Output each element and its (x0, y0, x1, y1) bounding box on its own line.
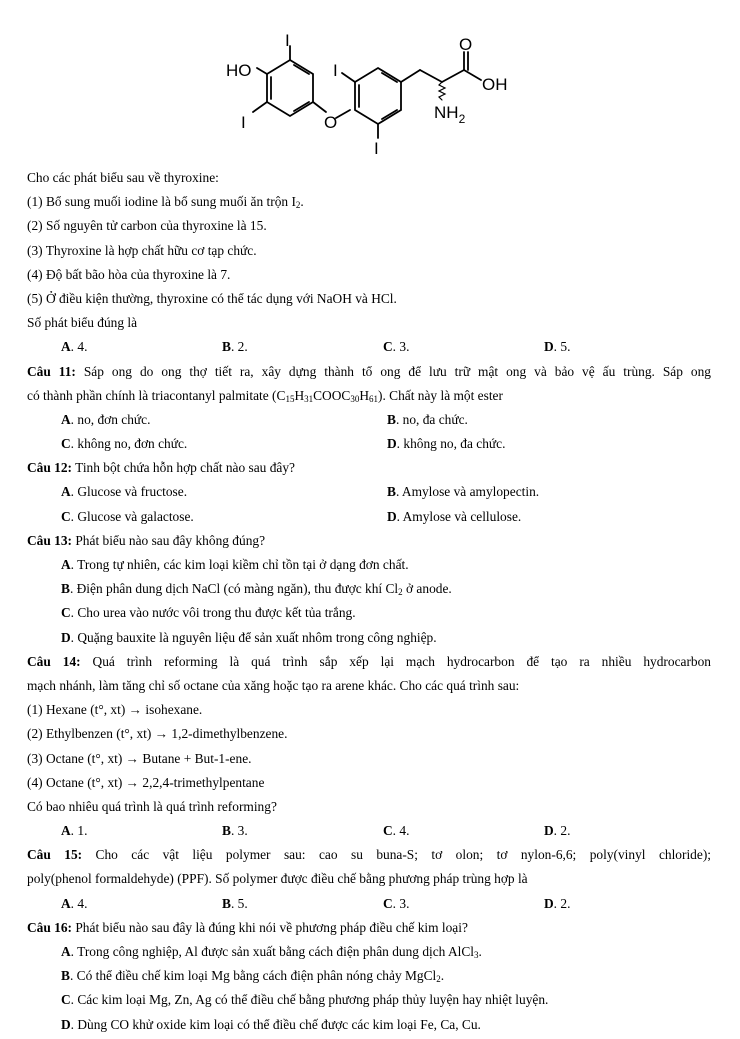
q10-statement-3: (3) Thyroxine là hợp chất hữu cơ tạp chức. (27, 242, 257, 258)
q10-statement-1: (1) Bổ sung muối iodine là bổ sung muối ăn trộn $I_2$. (27, 194, 304, 211)
q15-option-a[interactable]: A. 4. (61, 895, 88, 911)
q14-process-4: (4) Octane (t°, xt) → 2,2,4-trimethylpentane (27, 774, 265, 790)
label-iodine-4: I (374, 139, 379, 158)
q16-option-c[interactable]: C. Các kim loại Mg, Zn, Ag có thể điều chế bằng phương pháp thủy luyện hay nhiệt luyện. (61, 992, 549, 1008)
q14-stem-line-1: Câu 14: Quá trình reforming là quá trình sắp xếp lại mạch hydrocarbon để tạo ra nhiều hydrocarbon (27, 653, 712, 669)
q10-option-d[interactable]: D. 5. (544, 339, 571, 355)
q10-option-a[interactable]: A. 4. (61, 339, 88, 355)
q14-stem-line-2: mạch nhánh, làm tăng chỉ số octane của xăng hoặc tạo ra arene khác. Cho các quá trình sau: (27, 677, 520, 693)
q13-option-d[interactable]: D. Quặng bauxite là nguyên liệu để sản xuất nhôm trong công nghiệp. (61, 629, 437, 645)
q14-options (27, 819, 711, 843)
q13-stem: Câu 13: Phát biểu nào sau đây không đúng? (27, 532, 266, 548)
thyroxine-structure (220, 30, 530, 160)
q14-process-2: (2) Ethylbenzen (t°, xt) → 1,2-dimethylbenzene. (27, 726, 288, 742)
q14-process-3: (3) Octane (t°, xt) → Butane + But-1-ene. (27, 750, 252, 766)
q15-option-d[interactable]: D. 2. (544, 895, 571, 911)
q12-stem: Câu 12: Tinh bột chứa hỗn hợp chất nào sau đây? (27, 460, 295, 476)
q12-options-row-2 (27, 505, 711, 529)
q13-option-c[interactable]: C. Cho urea vào nước vôi trong thu được kết tủa trắng. (61, 605, 356, 621)
q16-stem: Câu 16: Phát biểu nào sau đây là đúng khi nói về phương pháp điều chế kim loại? (27, 919, 468, 935)
q10-statement-5: (5) Ở điều kiện thường, thyroxine có thể tác dụng với NaOH và HCl. (27, 290, 397, 306)
q14-option-a[interactable]: A. 1. (61, 823, 88, 839)
left-ring (267, 60, 313, 116)
label-amine: $NH_2$ (434, 103, 466, 126)
q10-option-c[interactable]: C. 3. (383, 339, 410, 355)
label-iodine-2: I (241, 113, 246, 132)
q15-option-b[interactable]: B. 5. (222, 895, 248, 911)
q16-option-b[interactable]: B. Có thể điều chế kim loại Mg bằng cách điện phân nóng chảy MgCl$_2$. (61, 968, 445, 985)
q11-option-c[interactable]: C. không no, đơn chức. (61, 436, 188, 452)
q15-label: Câu 15: (27, 847, 83, 863)
q10-option-b[interactable]: B. 2. (222, 339, 248, 355)
exam-content (27, 166, 711, 1037)
q15-stem-line-1: Câu 15: Cho các vật liệu polymer sau: cao su buna-S; tơ olon; tơ nylon-6,6; poly(vinyl chloride); (27, 847, 711, 863)
label-ether-oxygen: O (324, 113, 338, 132)
label-hydroxyl: OH (482, 75, 508, 94)
q11-option-d[interactable]: D. không no, đa chức. (387, 436, 506, 452)
q10-statement-4: (4) Độ bất bão hòa của thyroxine là 7. (27, 266, 231, 282)
q14-option-d[interactable]: D. 2. (544, 823, 571, 839)
q10-statement-2: (2) Số nguyên tử carbon của thyroxine là 15. (27, 218, 267, 234)
q16-option-a[interactable]: A. Trong công nghiệp, Al được sản xuất bằng cách điện phân dung dịch AlCl$_3$. (61, 944, 482, 960)
q11-options-row-2 (27, 432, 711, 456)
q15-stem-line-2: poly(phenol formaldehyde) (PPF). Số polymer được điều chế bằng phương pháp trùng hợp là (27, 871, 528, 887)
q15-options (27, 892, 711, 916)
q15-option-c[interactable]: C. 3. (383, 895, 410, 911)
q11-label: Câu 11: (27, 363, 76, 379)
q13-option-a[interactable]: A. Trong tự nhiên, các kim loại kiềm chỉ tồn tại ở dạng đơn chất. (61, 557, 409, 572)
q11-stem-line-1: Câu 11: Sáp ong do ong thợ tiết ra, xây dựng thành tổ ong để lưu trữ mật ong và bảo vệ ấu trùng. Sáp ong (27, 363, 711, 379)
q14-label: Câu 14: (27, 653, 81, 669)
q13-label: Câu 13: (27, 532, 73, 548)
q12-label: Câu 12: (27, 460, 73, 476)
q10-ask: Số phát biểu đúng là (27, 315, 138, 331)
label-carbonyl-oxygen: O (459, 35, 473, 54)
q12-option-c[interactable]: C. Glucose và galactose. (61, 508, 194, 524)
label-iodine-1: I (285, 31, 290, 50)
q12-option-a[interactable]: A. Glucose và fructose. (61, 484, 188, 500)
q16-option-d[interactable]: D. Dùng CO khử oxide kim loại có thể điều chế được các kim loại Fe, Ca, Cu. (61, 1016, 481, 1032)
q12-option-b[interactable]: B. Amylose và amylopectin. (387, 484, 540, 500)
q14-option-b[interactable]: B. 3. (222, 823, 248, 839)
q12-option-d[interactable]: D. Amylose và cellulose. (387, 508, 522, 524)
q16-label: Câu 16: (27, 919, 73, 935)
label-ho: HO (226, 61, 252, 80)
q13-option-b[interactable]: B. Điện phân dung dịch NaCl (có màng ngăn), thu được khí $Cl_2$ ở anode. (61, 581, 452, 598)
right-ring (355, 68, 401, 124)
q11-option-a[interactable]: A. no, đơn chức. (61, 411, 151, 427)
q14-option-c[interactable]: C. 4. (383, 823, 410, 839)
q11-options-row-1 (27, 408, 711, 432)
q14-process-1: (1) Hexane (t°, xt) → isohexane. (27, 702, 203, 718)
q10-options (27, 335, 711, 359)
q10-intro: Cho các phát biểu sau về thyroxine: (27, 170, 219, 185)
q14-ask: Có bao nhiêu quá trình là quá trình reforming? (27, 798, 277, 814)
q12-options-row-1 (27, 480, 711, 504)
label-iodine-3: I (333, 61, 338, 80)
q11-option-b[interactable]: B. no, đa chức. (387, 411, 468, 427)
q11-stem-line-2: có thành phần chính là triacontanyl palmitate $(C_{15}H_{31}COOC_{30}H_{61})$. Chất này là một ester (27, 387, 503, 404)
